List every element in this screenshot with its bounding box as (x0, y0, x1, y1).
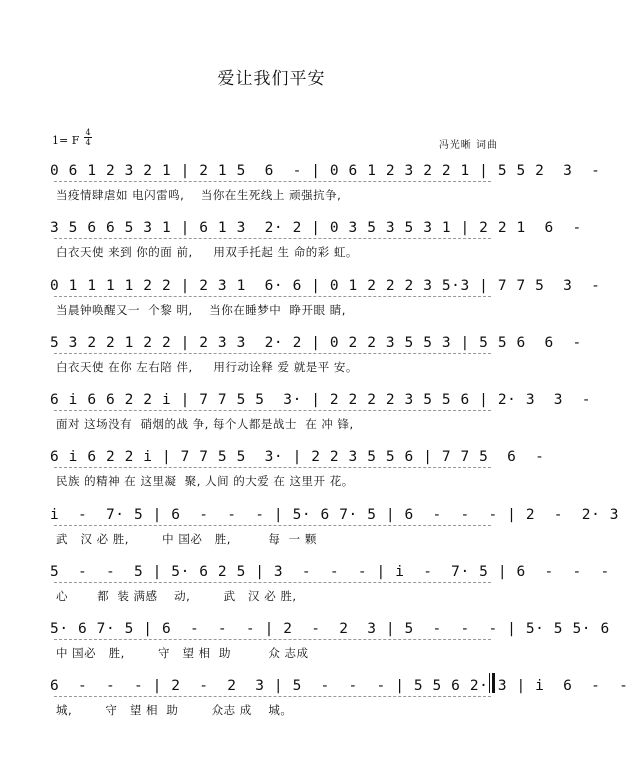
lyric-line: 中 国必 胜, 守 望 相 助 众 志成 (56, 646, 309, 660)
notation-line: i - 7· 5 | 6 - - - | 5· 6 7· 5 | 6 - - - | 2 - 2· 3 (50, 507, 620, 523)
lyric-line: 心 都 装 满感 动, 武 汉 必 胜, (56, 589, 297, 603)
beam-line (54, 696, 491, 697)
composer-credit: 冯光晰 词曲 (438, 140, 498, 151)
time-denominator: 4 (85, 138, 91, 147)
song-title: 爱让我们平安 (217, 69, 326, 89)
notation-line: 0 1 1 1 1 2 2 | 2 3 1 6· 6 | 0 1 2 2 2 3 5·3 | 7 7 5 3 - (50, 278, 601, 294)
final-barline (489, 673, 495, 693)
beam-line (54, 467, 491, 468)
time-numerator: 4 (85, 128, 91, 137)
lyric-line: 当晨钟唤醒又一 个黎 明, 当你在睡梦中 睁开眼 睛, (56, 303, 346, 317)
notation-line: 5· 6 7· 5 | 6 - - - | 2 - 2 3 | 5 - - - | 5· 5 5· 6 (50, 621, 610, 637)
time-signature (84, 128, 92, 147)
beam-line (54, 582, 491, 583)
lyric-line: 城, 守 望 相 助 众志 成 城。 (56, 703, 293, 717)
beam-line (54, 639, 491, 640)
beam-line (54, 525, 491, 526)
notation-line: 5 3 2 2 1 2 2 | 2 3 3 2· 2 | 0 2 2 3 5 5 3 | 5 5 6 6 - (50, 335, 582, 351)
key-signature: 1= F (52, 134, 80, 147)
beam-line (54, 296, 491, 297)
notation-line: 6 - - - | 2 - 2 3 | 5 - - - | 5 5 6 2· 3 | i 6 - - (50, 678, 628, 694)
lyric-line: 当疫情肆虐如 电闪雷鸣, 当你在生死线上 顽强抗争, (56, 188, 342, 202)
beam-line (54, 353, 491, 354)
lyric-line: 民族 的精神 在 这里凝 聚, 人间 的大爱 在 这里开 花。 (56, 474, 354, 488)
beam-line (54, 410, 491, 411)
notation-line: 0 6 1 2 3 2 1 | 2 1 5 6 - | 0 6 1 2 3 2 2 1 | 5 5 2 3 - (50, 163, 601, 179)
lyric-line: 武 汉 必 胜, 中 国必 胜, 每 一 颗 (56, 532, 317, 546)
lyric-line: 面对 这场没有 硝烟的战 争, 每个人都是战士 在 冲 锋, (56, 417, 354, 431)
notation-line: 6 i 6 2 2 i | 7 7 5 5 3· | 2 2 3 5 5 6 | 7 7 5 6 - (50, 449, 545, 465)
beam-line (54, 238, 491, 239)
notation-line: 3 5 6 6 5 3 1 | 6 1 3 2· 2 | 0 3 5 3 5 3 1 | 2 2 1 6 - (50, 220, 582, 236)
lyric-line: 白衣天使 在你 左右陪 伴, 用行动诠释 爱 就是平 安。 (56, 360, 358, 374)
lyric-line: 白衣天使 来到 你的面 前, 用双手托起 生 命的彩 虹。 (56, 245, 358, 259)
notation-line: 5 - - 5 | 5· 6 2 5 | 3 - - - | i - 7· 5 | 6 - - - (50, 564, 610, 580)
beam-line (54, 181, 491, 182)
notation-line: 6 i 6 6 2 2 i | 7 7 5 5 3· | 2 2 2 2 3 5 5 6 | 2· 3 3 - (50, 392, 592, 408)
